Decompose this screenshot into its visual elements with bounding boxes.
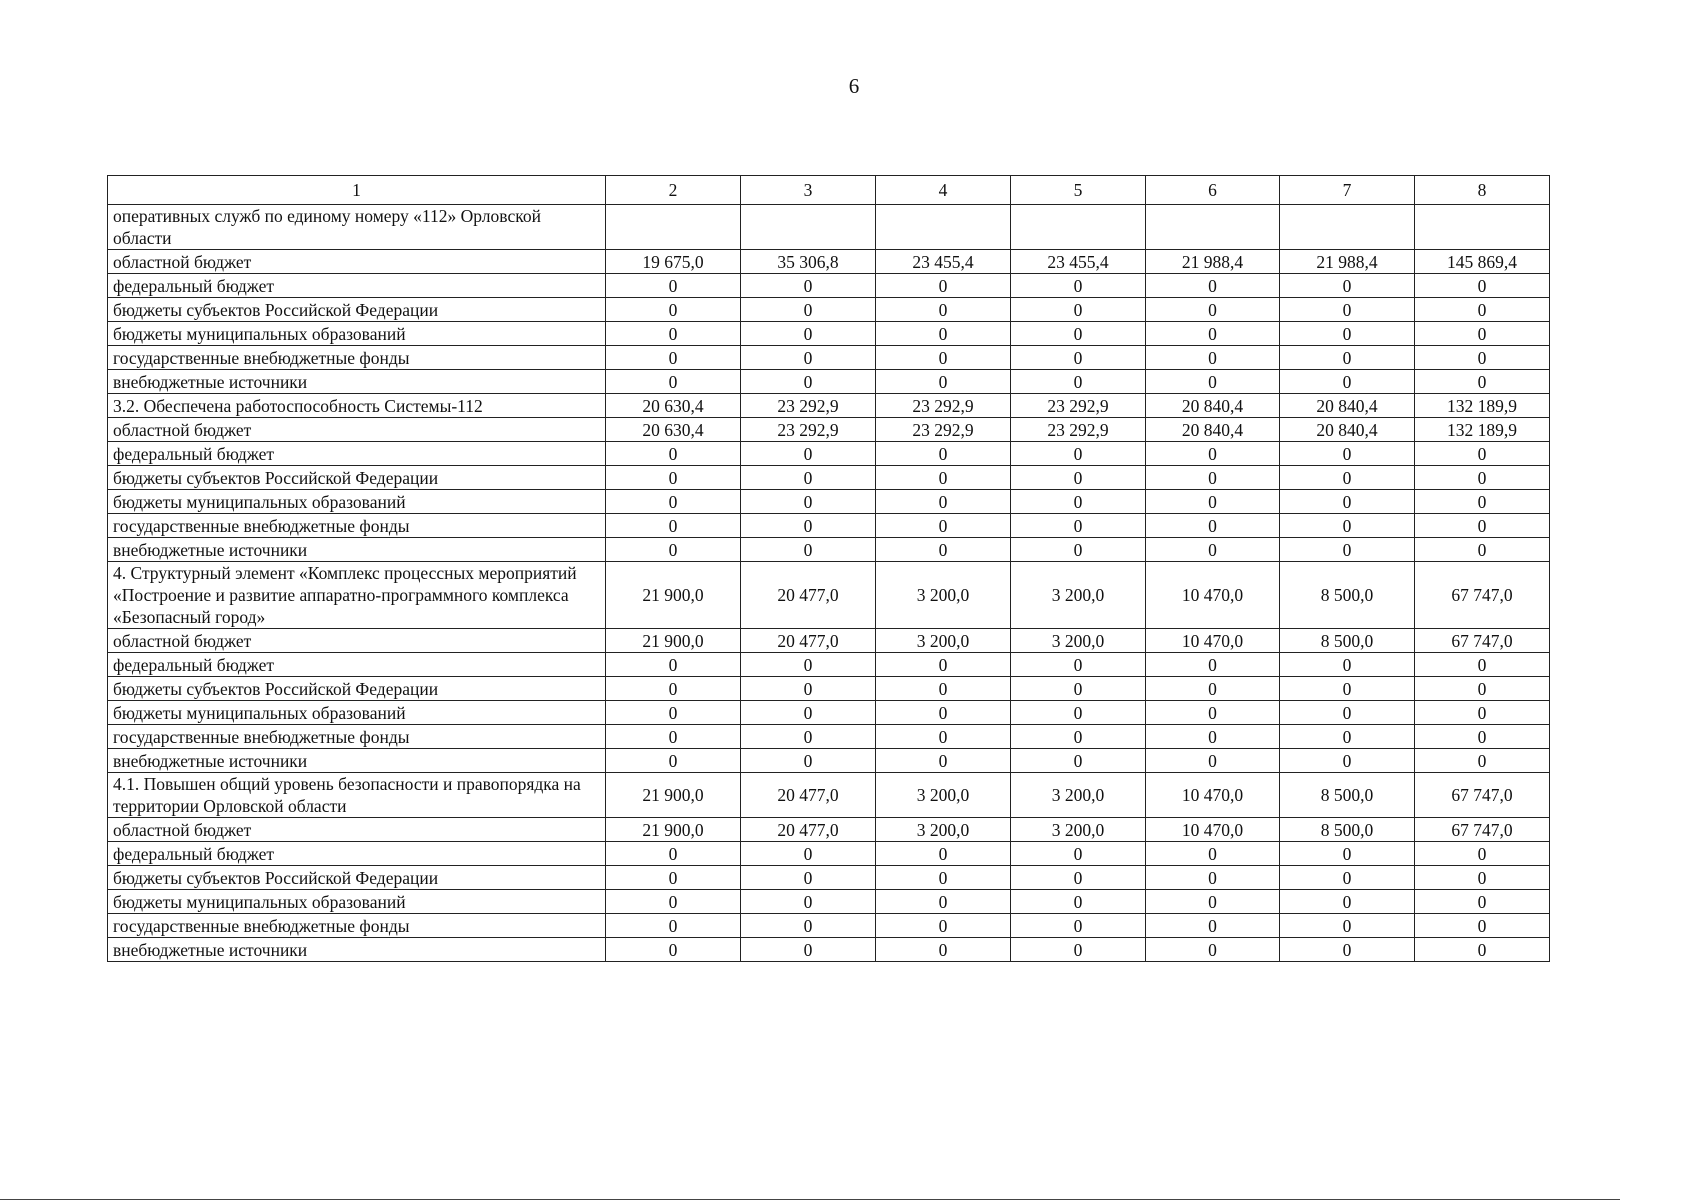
value-cell: 20 840,4 [1146, 394, 1280, 418]
row-label: государственные внебюджетные фонды [108, 725, 606, 749]
value-cell: 0 [606, 866, 741, 890]
table-row [108, 677, 1550, 701]
value-cell: 0 [1415, 866, 1550, 890]
value-cell: 23 292,9 [1011, 394, 1146, 418]
value-cell: 0 [1146, 442, 1280, 466]
value-cell: 0 [1415, 322, 1550, 346]
column-header-4: 4 [876, 176, 1011, 205]
value-cell: 23 455,4 [876, 250, 1011, 274]
value-cell: 0 [741, 370, 876, 394]
table-body [108, 205, 1550, 962]
value-cell: 3 200,0 [876, 562, 1011, 629]
value-cell: 0 [876, 842, 1011, 866]
value-cell: 0 [1011, 701, 1146, 725]
value-cell: 0 [1415, 370, 1550, 394]
value-cell: 23 292,9 [1011, 418, 1146, 442]
value-cell: 21 988,4 [1146, 250, 1280, 274]
value-cell: 8 500,0 [1280, 562, 1415, 629]
table-row [108, 562, 1550, 629]
value-cell: 0 [606, 842, 741, 866]
value-cell: 0 [606, 322, 741, 346]
value-cell: 0 [606, 890, 741, 914]
value-cell: 132 189,9 [1415, 394, 1550, 418]
value-cell: 10 470,0 [1146, 562, 1280, 629]
value-cell: 19 675,0 [606, 250, 741, 274]
row-label: 4. Структурный элемент «Комплекс процессных мероприятий «Построение и развитие аппаратно-программного комплекса «Безопасный город» [108, 562, 606, 629]
table-row [108, 538, 1550, 562]
value-cell: 67 747,0 [1415, 818, 1550, 842]
value-cell: 0 [1280, 442, 1415, 466]
value-cell: 0 [876, 322, 1011, 346]
row-label: областной бюджет [108, 418, 606, 442]
value-cell: 0 [741, 842, 876, 866]
value-cell: 0 [741, 725, 876, 749]
value-cell: 0 [1415, 914, 1550, 938]
value-cell [1415, 205, 1550, 250]
column-header-6: 6 [1146, 176, 1280, 205]
table-row [108, 818, 1550, 842]
value-cell: 0 [1146, 490, 1280, 514]
value-cell: 0 [876, 890, 1011, 914]
value-cell: 0 [741, 890, 876, 914]
value-cell: 23 292,9 [876, 394, 1011, 418]
row-label: федеральный бюджет [108, 442, 606, 466]
value-cell: 0 [741, 322, 876, 346]
table-row [108, 653, 1550, 677]
value-cell: 8 500,0 [1280, 773, 1415, 818]
column-header-8: 8 [1415, 176, 1550, 205]
value-cell: 0 [741, 442, 876, 466]
table-row [108, 725, 1550, 749]
table-row [108, 890, 1550, 914]
value-cell: 35 306,8 [741, 250, 876, 274]
value-cell: 0 [1415, 725, 1550, 749]
value-cell: 21 900,0 [606, 773, 741, 818]
value-cell: 0 [876, 490, 1011, 514]
value-cell: 0 [1280, 749, 1415, 773]
value-cell: 3 200,0 [876, 773, 1011, 818]
value-cell: 20 477,0 [741, 818, 876, 842]
value-cell: 10 470,0 [1146, 773, 1280, 818]
value-cell: 0 [876, 938, 1011, 962]
row-label: областной бюджет [108, 818, 606, 842]
table-row [108, 442, 1550, 466]
value-cell: 0 [1280, 322, 1415, 346]
row-label: внебюджетные источники [108, 938, 606, 962]
value-cell: 0 [1280, 466, 1415, 490]
value-cell: 0 [1280, 701, 1415, 725]
value-cell: 0 [606, 298, 741, 322]
value-cell: 0 [1011, 370, 1146, 394]
value-cell: 0 [1280, 274, 1415, 298]
value-cell: 0 [606, 490, 741, 514]
value-cell: 0 [1415, 653, 1550, 677]
value-cell: 0 [606, 370, 741, 394]
table-row [108, 490, 1550, 514]
value-cell: 67 747,0 [1415, 773, 1550, 818]
row-label: бюджеты муниципальных образований [108, 890, 606, 914]
table-row [108, 701, 1550, 725]
value-cell: 0 [1280, 842, 1415, 866]
value-cell: 0 [741, 701, 876, 725]
value-cell: 67 747,0 [1415, 562, 1550, 629]
value-cell: 23 292,9 [876, 418, 1011, 442]
value-cell: 0 [1011, 914, 1146, 938]
value-cell: 0 [1146, 914, 1280, 938]
row-label: государственные внебюджетные фонды [108, 914, 606, 938]
value-cell: 0 [1011, 442, 1146, 466]
value-cell: 0 [1146, 842, 1280, 866]
value-cell: 0 [606, 938, 741, 962]
value-cell: 0 [606, 914, 741, 938]
row-label: бюджеты субъектов Российской Федерации [108, 298, 606, 322]
value-cell: 0 [741, 938, 876, 962]
value-cell: 20 477,0 [741, 562, 876, 629]
column-header-7: 7 [1280, 176, 1415, 205]
value-cell: 0 [1415, 701, 1550, 725]
value-cell [1011, 205, 1146, 250]
value-cell: 21 900,0 [606, 562, 741, 629]
row-label: бюджеты муниципальных образований [108, 322, 606, 346]
table-row [108, 346, 1550, 370]
value-cell: 0 [741, 346, 876, 370]
row-label: областной бюджет [108, 629, 606, 653]
budget-table [107, 175, 1550, 962]
value-cell: 0 [876, 725, 1011, 749]
value-cell: 3 200,0 [1011, 818, 1146, 842]
value-cell: 0 [1011, 725, 1146, 749]
value-cell: 21 900,0 [606, 629, 741, 653]
column-header-3: 3 [741, 176, 876, 205]
row-label: государственные внебюджетные фонды [108, 514, 606, 538]
row-label: федеральный бюджет [108, 274, 606, 298]
table-row [108, 322, 1550, 346]
value-cell: 0 [1280, 914, 1415, 938]
value-cell: 0 [606, 538, 741, 562]
value-cell: 0 [1415, 442, 1550, 466]
value-cell: 0 [1146, 938, 1280, 962]
value-cell [606, 205, 741, 250]
value-cell: 0 [606, 466, 741, 490]
value-cell: 0 [1146, 322, 1280, 346]
value-cell: 0 [741, 749, 876, 773]
value-cell: 0 [876, 274, 1011, 298]
value-cell: 0 [741, 677, 876, 701]
value-cell: 0 [606, 442, 741, 466]
value-cell: 8 500,0 [1280, 629, 1415, 653]
row-label: 3.2. Обеспечена работоспособность Системы-112 [108, 394, 606, 418]
value-cell: 8 500,0 [1280, 818, 1415, 842]
value-cell: 0 [741, 538, 876, 562]
table-row [108, 842, 1550, 866]
value-cell [1146, 205, 1280, 250]
value-cell: 0 [606, 514, 741, 538]
row-label: внебюджетные источники [108, 749, 606, 773]
header-row [108, 176, 1550, 205]
table-row [108, 514, 1550, 538]
value-cell: 0 [876, 677, 1011, 701]
row-label: оперативных служб по единому номеру «112» Орловской области [108, 205, 606, 250]
value-cell: 0 [1415, 842, 1550, 866]
value-cell: 0 [876, 653, 1011, 677]
row-label: бюджеты муниципальных образований [108, 490, 606, 514]
table-row [108, 250, 1550, 274]
value-cell: 0 [1280, 346, 1415, 370]
value-cell: 0 [1146, 677, 1280, 701]
value-cell: 0 [1280, 298, 1415, 322]
row-label: бюджеты муниципальных образований [108, 701, 606, 725]
value-cell: 0 [876, 866, 1011, 890]
value-cell: 0 [1146, 890, 1280, 914]
value-cell: 20 840,4 [1280, 418, 1415, 442]
value-cell: 0 [1415, 677, 1550, 701]
table-row [108, 394, 1550, 418]
value-cell: 0 [1415, 490, 1550, 514]
value-cell: 145 869,4 [1415, 250, 1550, 274]
value-cell: 0 [606, 274, 741, 298]
value-cell: 67 747,0 [1415, 629, 1550, 653]
value-cell: 0 [1280, 514, 1415, 538]
value-cell: 0 [1011, 842, 1146, 866]
table-row [108, 773, 1550, 818]
row-label: бюджеты субъектов Российской Федерации [108, 466, 606, 490]
value-cell: 0 [606, 725, 741, 749]
value-cell: 20 477,0 [741, 773, 876, 818]
column-header-2: 2 [606, 176, 741, 205]
value-cell: 20 477,0 [741, 629, 876, 653]
value-cell [741, 205, 876, 250]
value-cell: 0 [1415, 938, 1550, 962]
value-cell: 10 470,0 [1146, 818, 1280, 842]
value-cell: 0 [606, 749, 741, 773]
table-row [108, 205, 1550, 250]
value-cell: 0 [1280, 653, 1415, 677]
value-cell: 20 630,4 [606, 394, 741, 418]
value-cell: 0 [1415, 890, 1550, 914]
value-cell: 0 [1280, 370, 1415, 394]
value-cell: 0 [1011, 749, 1146, 773]
value-cell: 0 [1146, 538, 1280, 562]
value-cell: 0 [1415, 274, 1550, 298]
value-cell: 0 [1280, 538, 1415, 562]
value-cell: 20 840,4 [1146, 418, 1280, 442]
value-cell: 0 [1011, 466, 1146, 490]
value-cell: 0 [1146, 466, 1280, 490]
value-cell: 0 [741, 298, 876, 322]
value-cell: 132 189,9 [1415, 418, 1550, 442]
value-cell: 0 [741, 466, 876, 490]
value-cell: 0 [1011, 538, 1146, 562]
row-label: внебюджетные источники [108, 538, 606, 562]
value-cell: 0 [1146, 274, 1280, 298]
value-cell: 0 [1415, 346, 1550, 370]
value-cell: 3 200,0 [1011, 629, 1146, 653]
value-cell: 0 [1011, 938, 1146, 962]
value-cell: 0 [606, 701, 741, 725]
value-cell: 0 [876, 749, 1011, 773]
row-label: бюджеты субъектов Российской Федерации [108, 866, 606, 890]
value-cell: 23 292,9 [741, 394, 876, 418]
value-cell: 0 [1280, 490, 1415, 514]
value-cell: 0 [1280, 938, 1415, 962]
value-cell: 0 [1280, 866, 1415, 890]
value-cell: 0 [876, 370, 1011, 394]
value-cell: 0 [741, 514, 876, 538]
value-cell: 0 [741, 653, 876, 677]
value-cell: 0 [1280, 677, 1415, 701]
value-cell: 21 988,4 [1280, 250, 1415, 274]
value-cell: 23 455,4 [1011, 250, 1146, 274]
value-cell: 0 [1415, 298, 1550, 322]
table-row [108, 629, 1550, 653]
row-label: областной бюджет [108, 250, 606, 274]
value-cell: 0 [1415, 514, 1550, 538]
value-cell: 0 [1146, 346, 1280, 370]
value-cell: 0 [1011, 653, 1146, 677]
value-cell: 0 [876, 914, 1011, 938]
value-cell: 0 [1011, 866, 1146, 890]
value-cell: 0 [1146, 866, 1280, 890]
value-cell: 0 [741, 866, 876, 890]
value-cell: 0 [1415, 538, 1550, 562]
value-cell: 0 [1011, 346, 1146, 370]
value-cell: 0 [1011, 322, 1146, 346]
value-cell: 0 [1415, 749, 1550, 773]
row-label: государственные внебюджетные фонды [108, 346, 606, 370]
value-cell: 0 [1146, 701, 1280, 725]
value-cell: 0 [1011, 490, 1146, 514]
table-row [108, 466, 1550, 490]
value-cell: 0 [876, 298, 1011, 322]
value-cell: 3 200,0 [876, 818, 1011, 842]
value-cell: 0 [1146, 653, 1280, 677]
value-cell: 0 [1280, 725, 1415, 749]
row-label: внебюджетные источники [108, 370, 606, 394]
value-cell: 0 [1146, 725, 1280, 749]
table-row [108, 914, 1550, 938]
value-cell: 0 [876, 466, 1011, 490]
value-cell: 0 [606, 653, 741, 677]
value-cell: 20 840,4 [1280, 394, 1415, 418]
value-cell: 0 [606, 677, 741, 701]
value-cell: 0 [1011, 274, 1146, 298]
table-row [108, 370, 1550, 394]
value-cell: 0 [1146, 298, 1280, 322]
value-cell: 0 [1146, 370, 1280, 394]
value-cell: 0 [1146, 514, 1280, 538]
value-cell: 0 [876, 538, 1011, 562]
value-cell: 0 [1011, 514, 1146, 538]
value-cell: 0 [1011, 298, 1146, 322]
table-row [108, 749, 1550, 773]
value-cell: 0 [876, 442, 1011, 466]
value-cell: 0 [1280, 890, 1415, 914]
table-row [108, 418, 1550, 442]
column-header-1: 1 [108, 176, 606, 205]
value-cell: 10 470,0 [1146, 629, 1280, 653]
column-header-5: 5 [1011, 176, 1146, 205]
value-cell [876, 205, 1011, 250]
table-row [108, 298, 1550, 322]
page-number: 6 [848, 74, 860, 98]
value-cell [1280, 205, 1415, 250]
value-cell: 23 292,9 [741, 418, 876, 442]
value-cell: 0 [1146, 749, 1280, 773]
value-cell: 20 630,4 [606, 418, 741, 442]
table-row [108, 274, 1550, 298]
row-label: федеральный бюджет [108, 653, 606, 677]
value-cell: 0 [876, 701, 1011, 725]
value-cell: 0 [1011, 890, 1146, 914]
value-cell: 21 900,0 [606, 818, 741, 842]
value-cell: 3 200,0 [1011, 773, 1146, 818]
value-cell: 0 [741, 490, 876, 514]
table-row [108, 938, 1550, 962]
value-cell: 3 200,0 [1011, 562, 1146, 629]
value-cell: 3 200,0 [876, 629, 1011, 653]
value-cell: 0 [741, 914, 876, 938]
table-row [108, 866, 1550, 890]
value-cell: 0 [741, 274, 876, 298]
value-cell: 0 [606, 346, 741, 370]
row-label: бюджеты субъектов Российской Федерации [108, 677, 606, 701]
value-cell: 0 [876, 514, 1011, 538]
value-cell: 0 [876, 346, 1011, 370]
value-cell: 0 [1415, 466, 1550, 490]
row-label: федеральный бюджет [108, 842, 606, 866]
value-cell: 0 [1011, 677, 1146, 701]
row-label: 4.1. Повышен общий уровень безопасности и правопорядка на территории Орловской области [108, 773, 606, 818]
